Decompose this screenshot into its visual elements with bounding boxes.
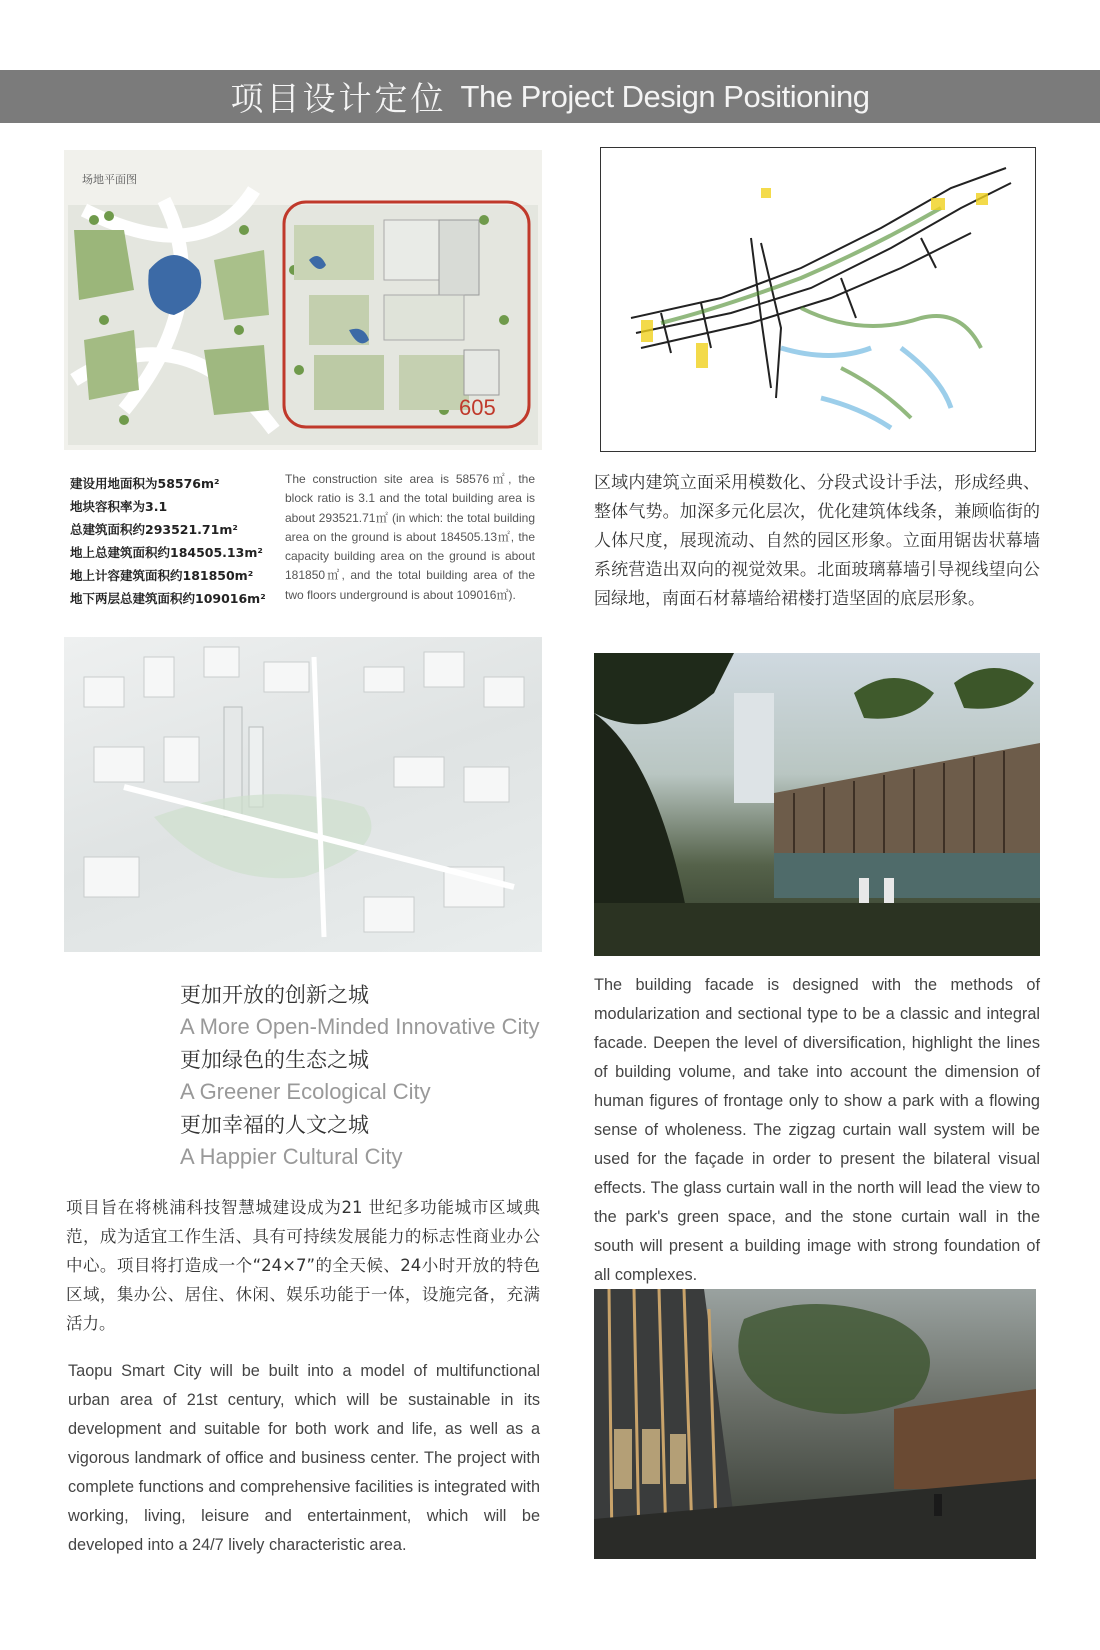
page-title-en: The Project Design Positioning: [460, 78, 870, 114]
spec-line: 地块容积率为3.1: [70, 499, 168, 514]
concept-sketch-image: [600, 147, 1036, 452]
page-title-cn: 项目设计定位: [230, 79, 447, 118]
site-plan-caption: 场地平面图: [82, 173, 137, 186]
aerial-model-image: [64, 637, 542, 952]
slogan-list: [180, 980, 540, 1175]
facade-description-en: The building facade is designed with the methods of modularization and sectional type to be a classic and integral facade. Deepen the level of diversification, highlight the lines of building volume, and take into account the dimension of human figures of frontage only to show a park with a flowing sense of wholeness. The zigzag curtain wall system will be used for the façade in order to present the bilateral visual effects. The glass curtain wall in the north will lead the view to the park's green space, and the stone curtain wall in the south will present a building image with strong foundation of all complexes.: [594, 976, 1040, 1284]
spec-line: 总建筑面积约293521.71m²: [70, 522, 238, 537]
site-plan-image: [64, 150, 542, 450]
site-specs-en: The construction site area is 58576㎡, the block ratio is 3.1 and the total building area is about 293521.71㎡ (in which: the total building area on the ground is about 184505.13㎡, the capacity building area on the ground is about 181850㎡, and the total building area of the two floors underground is about 109016㎡).: [285, 472, 535, 602]
page-header-banner: [0, 70, 1100, 123]
spec-line: 地上总建筑面积约184505.13m²: [70, 545, 263, 560]
spec-line: 地上计容建筑面积约181850m²: [70, 568, 254, 583]
slogan-cn: 更加绿色的生态之城: [180, 1048, 369, 1072]
facade-description-cn: 区域内建筑立面采用模数化、分段式设计手法，形成经典、整体气势。加深多元化层次，优化建筑体线条，兼顾临街的人体尺度，展现流动、自然的园区形象。立面用锯齿状幕墙系统营造出双向的视觉效果。北面玻璃幕墙引导视线望向公园绿地，南面石材幕墙给裙楼打造坚固的底层形象。: [594, 473, 1040, 609]
park-rendering-image: [594, 653, 1040, 956]
site-specs-cn: [70, 472, 266, 610]
spec-line: 建设用地面积为58576m²: [70, 476, 220, 491]
slogan-cn: 更加开放的创新之城: [180, 983, 369, 1007]
project-intro-en: Taopu Smart City will be built into a model of multifunctional urban area of 21st century, which will be sustainable in its development and suitable for both work and life, as well as a vigorous landmark of office and business center. The project with complete functions and comprehensive facilities is integrated with working, living, leisure and entertainment, which will be developed into a 24/7 lively characteristic area.: [68, 1362, 540, 1554]
project-intro-cn: 项目旨在将桃浦科技智慧城建设成为21 世纪多功能城市区域典范，成为适宜工作生活、具有可持续发展能力的标志性商业办公中心。项目将打造成一个“24×7”的全天候、24小时开放的特色区域，集办公、居住、休闲、娱乐功能于一体，设施完备，充满活力。: [66, 1198, 540, 1333]
slogan-cn: 更加幸福的人文之城: [180, 1113, 369, 1137]
spec-line: 地下两层总建筑面积约109016m²: [70, 591, 266, 606]
slogan-en: A More Open-Minded Innovative City: [180, 1014, 540, 1039]
street-rendering-image: [594, 1289, 1036, 1559]
slogan-en: A Happier Cultural City: [180, 1144, 403, 1169]
slogan-en: A Greener Ecological City: [180, 1079, 431, 1104]
plot-number-label: 605: [459, 395, 496, 420]
